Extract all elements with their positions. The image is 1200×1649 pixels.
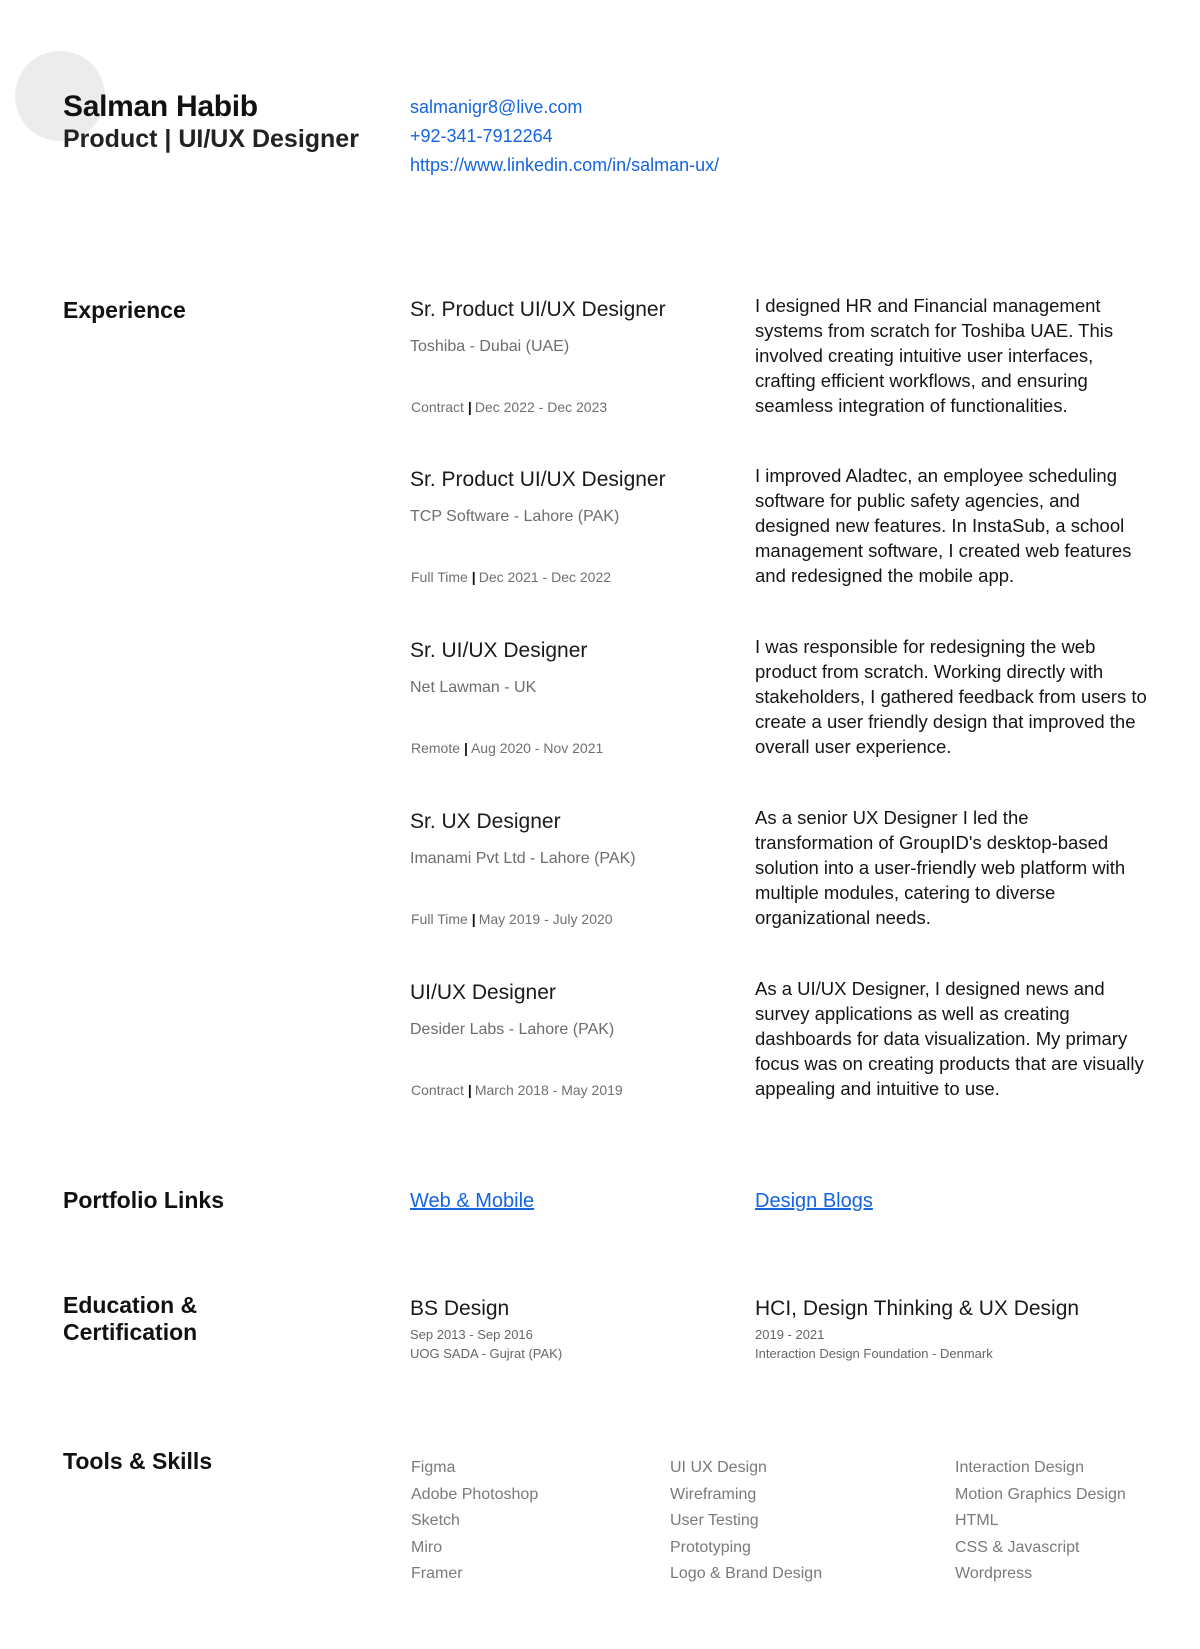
skill-item: Logo & Brand Design xyxy=(670,1565,823,1582)
job-type: Full Time xyxy=(411,569,468,585)
job-description: As a UI/UX Designer, I designed news and survey applications as well as creating dashboards for data visualization. My primary focus was on creating products that are visually appealing and intuitive to use. xyxy=(755,978,1144,1099)
job-meta xyxy=(411,1082,623,1098)
job-entry xyxy=(0,295,1200,458)
education-dates: Sep 2013 - Sep 2016 xyxy=(410,1327,533,1342)
candidate-role: Product | UI/UX Designer xyxy=(63,125,359,153)
job-title: UI/UX Designer xyxy=(410,981,556,1004)
job-dates: Dec 2021 - Dec 2022 xyxy=(478,569,612,585)
education-heading-line1: Education & xyxy=(63,1292,198,1318)
job-entry xyxy=(0,465,1200,628)
job-type: Contract xyxy=(411,1082,464,1098)
job-description: I improved Aladtec, an employee scheduling software for public safety agencies, and designed new features. In InstaSub, a school management software, I created web features and redesigned the mobile app. xyxy=(755,465,1132,586)
candidate-name: Salman Habib xyxy=(63,90,258,123)
job-entry xyxy=(0,807,1200,970)
job-company: Desider Labs - Lahore (PAK) xyxy=(410,1021,615,1038)
skill-item: CSS & Javascript xyxy=(955,1538,1080,1556)
portfolio-heading: Portfolio Links xyxy=(63,1187,224,1213)
skill-item: Interaction Design xyxy=(955,1459,1084,1476)
skills-column-other xyxy=(955,1455,1126,1588)
separator: | xyxy=(467,399,472,415)
contact-info xyxy=(410,97,719,176)
job-type: Full Time xyxy=(411,911,468,927)
education-dates: 2019 - 2021 xyxy=(755,1327,825,1342)
job-description: I was responsible for redesigning the web product from scratch. Working directly with stakeholders, I gathered feedback from users to create a user friendly design that improved the overall user experience. xyxy=(755,636,1147,757)
skill-item: Prototyping xyxy=(670,1538,751,1556)
education-title: BS Design xyxy=(410,1297,510,1320)
job-dates: March 2018 - May 2019 xyxy=(474,1082,623,1098)
education-institution: UOG SADA - Gujrat (PAK) xyxy=(410,1346,563,1361)
job-type: Contract xyxy=(411,399,464,415)
skill-item: Framer xyxy=(411,1565,463,1582)
job-entry xyxy=(0,636,1200,799)
job-title: Sr. Product UI/UX Designer xyxy=(410,468,666,491)
skill-item: User Testing xyxy=(670,1512,759,1529)
job-company: Net Lawman - UK xyxy=(410,679,537,696)
skill-item: Figma xyxy=(411,1459,456,1476)
education-title: HCI, Design Thinking & UX Design xyxy=(755,1297,1080,1320)
skill-item: Adobe Photoshop xyxy=(411,1485,539,1503)
job-company: Toshiba - Dubai (UAE) xyxy=(410,338,570,355)
job-type: Remote xyxy=(411,740,461,756)
education-entry xyxy=(410,1297,562,1361)
job-meta xyxy=(411,911,613,927)
separator: | xyxy=(471,911,476,927)
email-link[interactable]: salmanigr8@live.com xyxy=(410,97,583,117)
job-meta xyxy=(411,569,611,585)
linkedin-link[interactable]: https://www.linkedin.com/in/salman-ux/ xyxy=(410,155,720,175)
education-heading xyxy=(63,1292,197,1346)
job-company: Imanami Pvt Ltd - Lahore (PAK) xyxy=(410,850,636,867)
separator: | xyxy=(471,569,476,585)
job-dates: May 2019 - July 2020 xyxy=(478,911,613,927)
skills-column-design xyxy=(670,1455,822,1588)
skill-item: Sketch xyxy=(411,1512,460,1529)
job-description: As a senior UX Designer I led the transformation of GroupID's desktop-based solution into a user-friendly web platform with multiple modules, catering to diverse organizational needs. xyxy=(755,807,1126,928)
job-title: Sr. Product UI/UX Designer xyxy=(410,298,666,321)
separator: | xyxy=(464,740,468,756)
job-dates: Dec 2022 - Dec 2023 xyxy=(474,399,608,415)
portfolio-link-web-mobile[interactable]: Web & Mobile xyxy=(410,1190,535,1212)
education-institution: Interaction Design Foundation - Denmark xyxy=(755,1346,993,1361)
job-entry xyxy=(0,978,1200,1141)
skill-item: Wireframing xyxy=(670,1485,757,1503)
portfolio-link-design-blogs[interactable]: Design Blogs xyxy=(755,1190,873,1212)
skill-item: UI UX Design xyxy=(670,1459,767,1476)
job-company: TCP Software - Lahore (PAK) xyxy=(410,508,620,525)
job-title: Sr. UI/UX Designer xyxy=(410,639,588,662)
experience-heading: Experience xyxy=(63,297,186,323)
skill-item: Wordpress xyxy=(955,1565,1033,1582)
job-title: Sr. UX Designer xyxy=(410,810,561,833)
education-heading-line2: Certification xyxy=(63,1319,198,1345)
job-description: I designed HR and Financial management systems from scratch for Toshiba UAE. This involved creating intuitive user interfaces, crafting efficient workflows, and ensuring seamless integration of functionalities. xyxy=(755,295,1114,416)
job-meta xyxy=(411,399,607,415)
job-dates: Aug 2020 - Nov 2021 xyxy=(470,740,604,756)
skill-item: HTML xyxy=(955,1512,999,1529)
skills-column-tools xyxy=(411,1455,538,1588)
skill-item: Miro xyxy=(411,1538,443,1556)
phone-link[interactable]: +92-341-7912264 xyxy=(410,126,553,146)
skill-item: Motion Graphics Design xyxy=(955,1485,1126,1503)
job-meta xyxy=(411,740,603,756)
skills-heading: Tools & Skills xyxy=(63,1448,213,1474)
separator: | xyxy=(467,1082,472,1098)
education-entry xyxy=(755,1297,1079,1361)
